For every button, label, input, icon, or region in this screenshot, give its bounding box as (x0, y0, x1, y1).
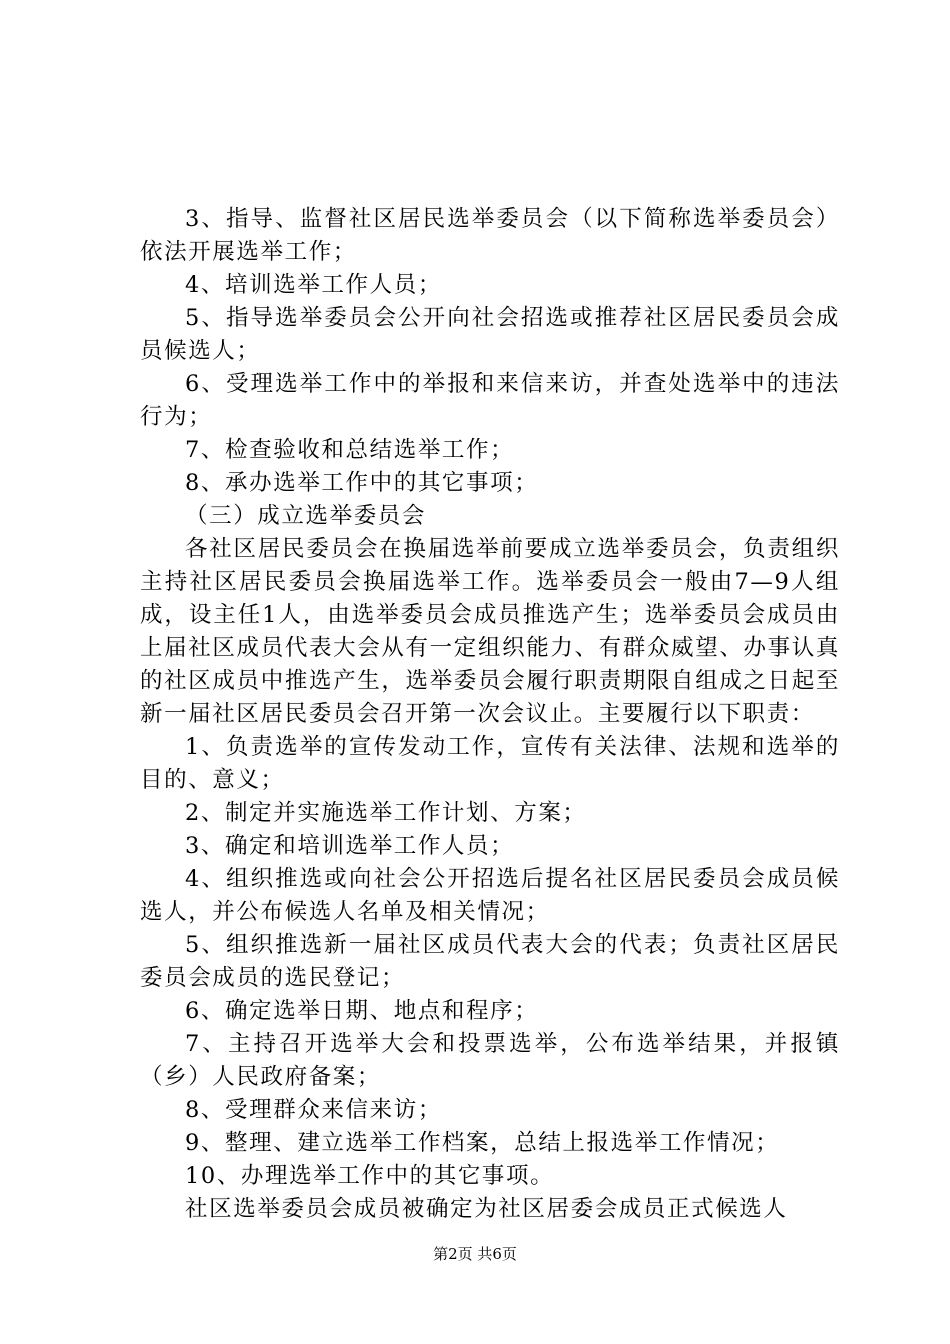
paragraph-committee-duty-4: 4、组织推选或向社会公开招选后提名社区居民委员会成员候选人，并公布候选人名单及相关情况； (140, 866, 840, 925)
paragraph-committee-duty-1: 1、负责选举的宣传发动工作，宣传有关法律、法规和选举的目的、意义； (140, 734, 840, 793)
paragraph-committee-duty-3: 3、确定和培训选举工作人员； (185, 833, 515, 859)
paragraph-committee-duty-8: 8、受理群众来信来访； (185, 1097, 442, 1123)
paragraph-duty-4: 4、培训选举工作人员； (185, 272, 442, 298)
paragraph-duty-7: 7、检查验收和总结选举工作； (185, 437, 515, 463)
paragraph-closing: 社区选举委员会成员被确定为社区居委会成员正式候选人 (185, 1196, 788, 1222)
page-footer (0, 1244, 950, 1264)
paragraph-committee-duty-6: 6、确定选举日期、地点和程序； (185, 998, 539, 1024)
paragraph-duty-8: 8、承办选举工作中的其它事项； (185, 470, 539, 496)
document-body (140, 203, 840, 1226)
paragraph-committee-duty-7: 7、主持召开选举大会和投票选举，公布选举结果，并报镇（乡）人民政府备案； (140, 1031, 840, 1090)
paragraph-committee-duty-9: 9、整理、建立选举工作档案，总结上报选举工作情况； (185, 1130, 780, 1156)
paragraph-duty-5: 5、指导选举委员会公开向社会招选或推荐社区居民委员会成员候选人； (140, 305, 840, 364)
section-heading: （三）成立选举委员会 (185, 503, 427, 529)
paragraph-committee-duty-2: 2、制定并实施选举工作计划、方案； (185, 800, 587, 826)
paragraph-duty-3: 3、指导、监督社区居民选举委员会（以下简称选举委员会）依法开展选举工作； (140, 206, 840, 265)
paragraph-committee-duty-10: 10、办理选举工作中的其它事项。 (185, 1163, 555, 1189)
paragraph-committee-intro: 各社区居民委员会在换届选举前要成立选举委员会，负责组织主持社区居民委员会换届选举工作。选举委员会一般由7—9人组成，设主任1人，由选举委员会成员推选产生；选举委员会成员由上届社区成员代表大会从有一定组织能力、有群众威望、办事认真的社区成员中推选产生，选举委员会履行职责期限自组成之日起至新一届社区居民委员会召开第一次会议止。主要履行以下职责： (140, 536, 840, 727)
page-number: 第2页 共6页 (433, 1245, 517, 1263)
paragraph-duty-6: 6、受理选举工作中的举报和来信来访，并查处选举中的违法行为； (140, 371, 840, 430)
paragraph-committee-duty-5: 5、组织推选新一届社区成员代表大会的代表；负责社区居民委员会成员的选民登记； (140, 932, 840, 991)
